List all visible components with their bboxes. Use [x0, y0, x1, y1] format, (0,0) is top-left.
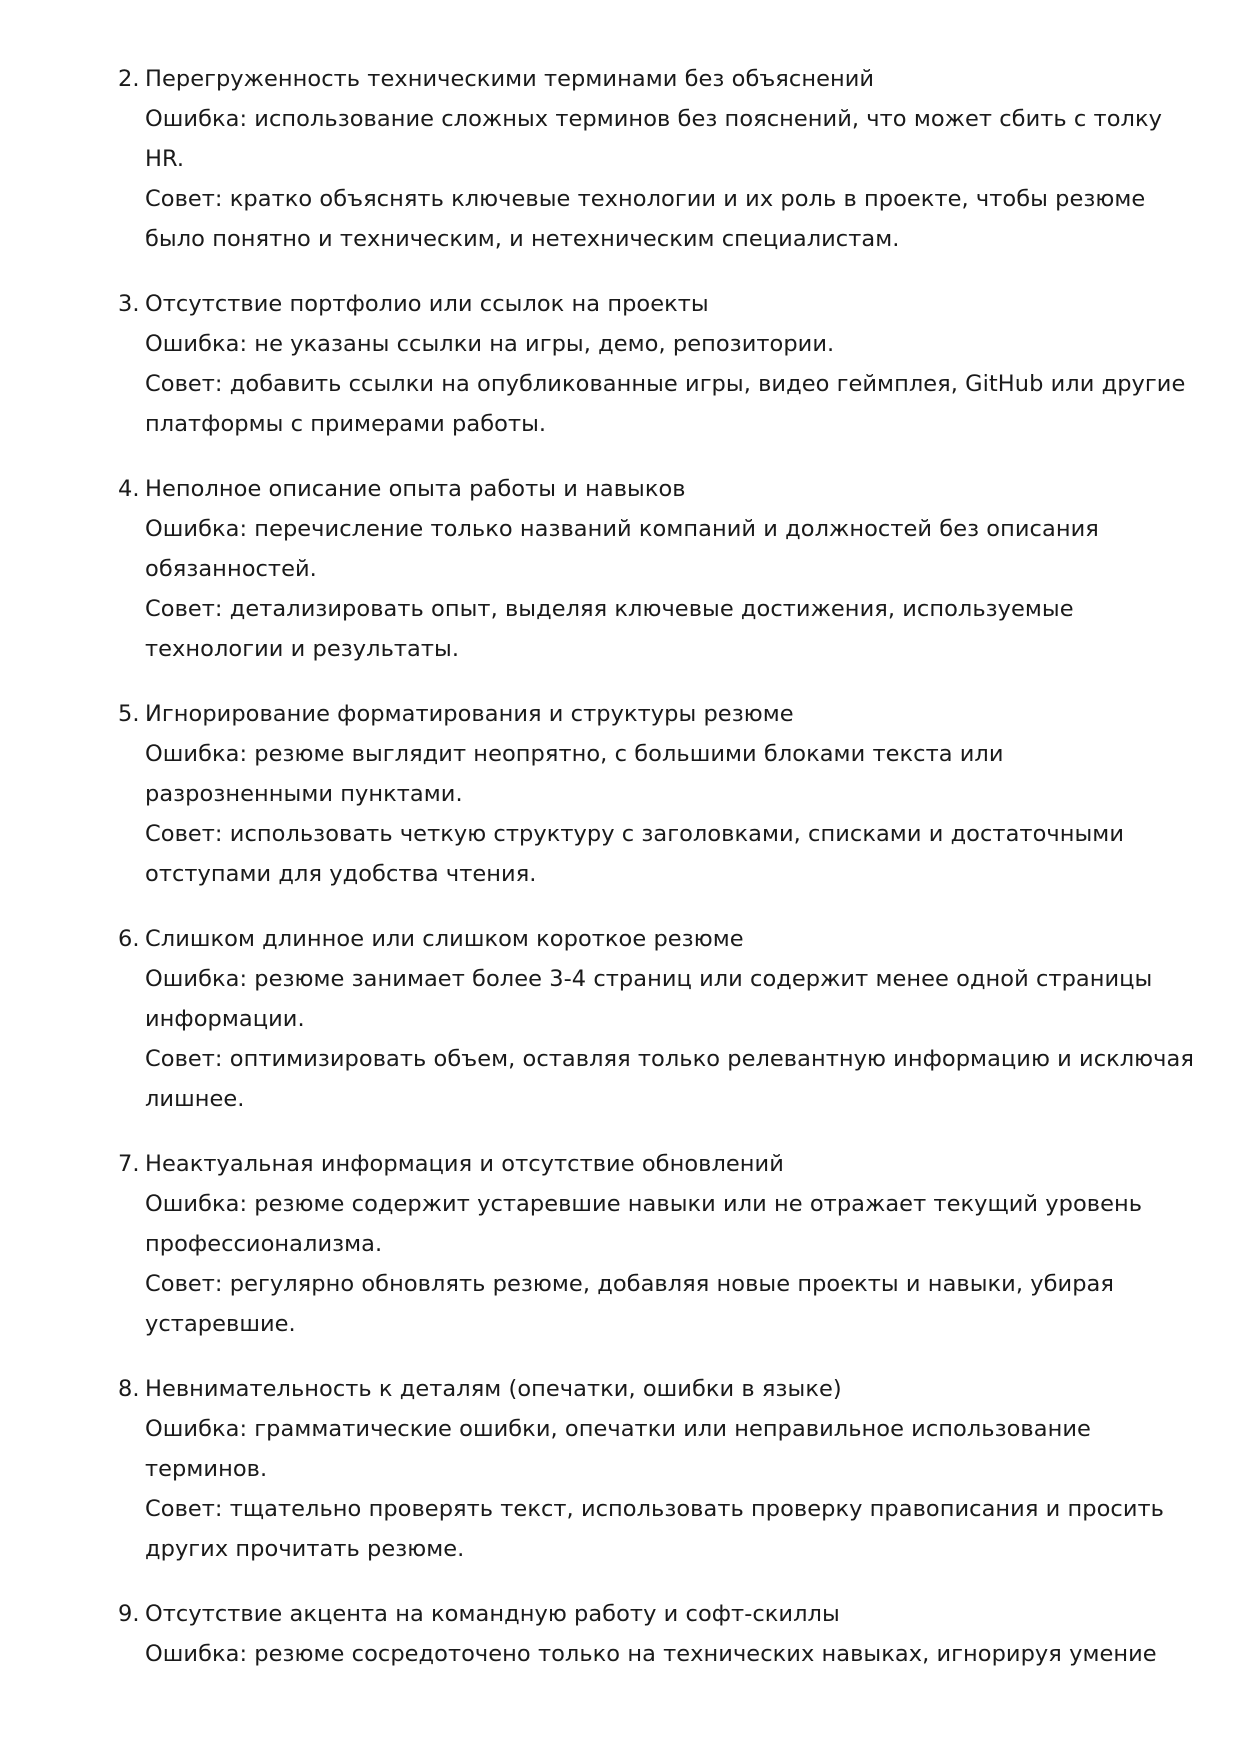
item-line: Совет: оптимизировать объем, оставляя только релевантную информацию и исключая — [145, 1046, 1194, 1072]
item-line: Ошибка: резюме содержит устаревшие навыки или не отражает текущий уровень — [145, 1191, 1143, 1217]
item-line: Ошибка: резюме сосредоточено только на технических навыках, игнорируя умение — [145, 1641, 1157, 1667]
item-line: Совет: тщательно проверять текст, использовать проверку правописания и просить — [145, 1496, 1164, 1522]
item-line: Совет: детализировать опыт, выделяя ключевые достижения, используемые — [145, 596, 1074, 622]
item-title: Неполное описание опыта работы и навыков — [145, 476, 686, 502]
item-line: Ошибка: использование сложных терминов без пояснений, что может сбить с толку — [145, 106, 1162, 132]
item-line: устаревшие. — [145, 1311, 296, 1337]
item-line: Совет: кратко объяснять ключевые технологии и их роль в проекте, чтобы резюме — [145, 186, 1146, 212]
item-line: технологии и результаты. — [145, 636, 460, 662]
item-title: Неактуальная информация и отсутствие обновлений — [145, 1151, 784, 1177]
item-line: Совет: добавить ссылки на опубликованные игры, видео геймплея, GitHub или другие — [145, 371, 1186, 397]
item-title: Отсутствие портфолио или ссылок на проекты — [145, 291, 709, 317]
item-line: HR. — [145, 146, 185, 172]
item-line: Совет: использовать четкую структуру с заголовками, списками и достаточными — [145, 821, 1125, 847]
item-number: 6. — [118, 926, 140, 952]
item-title: Перегруженность техническими терминами без объяснений — [145, 66, 875, 92]
item-number: 8. — [118, 1376, 140, 1402]
item-line: Ошибка: резюме занимает более 3-4 страниц или содержит менее одной страницы — [145, 966, 1153, 992]
item-line: разрозненными пунктами. — [145, 781, 463, 807]
item-number: 7. — [118, 1151, 140, 1177]
item-line: других прочитать резюме. — [145, 1536, 465, 1562]
item-number: 2. — [118, 66, 140, 92]
item-line: платформы с примерами работы. — [145, 411, 547, 437]
item-title: Слишком длинное или слишком короткое резюме — [145, 926, 744, 952]
item-number: 9. — [118, 1601, 140, 1627]
item-line: информации. — [145, 1006, 305, 1032]
item-line: обязанностей. — [145, 556, 317, 582]
item-line: Ошибка: не указаны ссылки на игры, демо, репозитории. — [145, 331, 835, 357]
item-title: Отсутствие акцента на командную работу и софт-скиллы — [145, 1601, 840, 1627]
item-number: 3. — [118, 291, 140, 317]
item-number: 4. — [118, 476, 140, 502]
item-line: было понятно и техническим, и нетехническим специалистам. — [145, 226, 900, 252]
item-line: Ошибка: перечисление только названий компаний и должностей без описания — [145, 516, 1099, 542]
item-line: отступами для удобства чтения. — [145, 861, 537, 887]
item-title: Невнимательность к деталям (опечатки, ошибки в языке) — [145, 1376, 842, 1402]
item-line: Ошибка: резюме выглядит неопрятно, с большими блоками текста или — [145, 741, 1004, 767]
item-line: Совет: регулярно обновлять резюме, добавляя новые проекты и навыки, убирая — [145, 1271, 1114, 1297]
item-title: Игнорирование форматирования и структуры резюме — [145, 701, 794, 727]
item-line: Ошибка: грамматические ошибки, опечатки или неправильное использование — [145, 1416, 1091, 1442]
item-number: 5. — [118, 701, 140, 727]
item-line: терминов. — [145, 1456, 268, 1482]
item-line: лишнее. — [145, 1086, 245, 1112]
item-line: профессионализма. — [145, 1231, 383, 1257]
